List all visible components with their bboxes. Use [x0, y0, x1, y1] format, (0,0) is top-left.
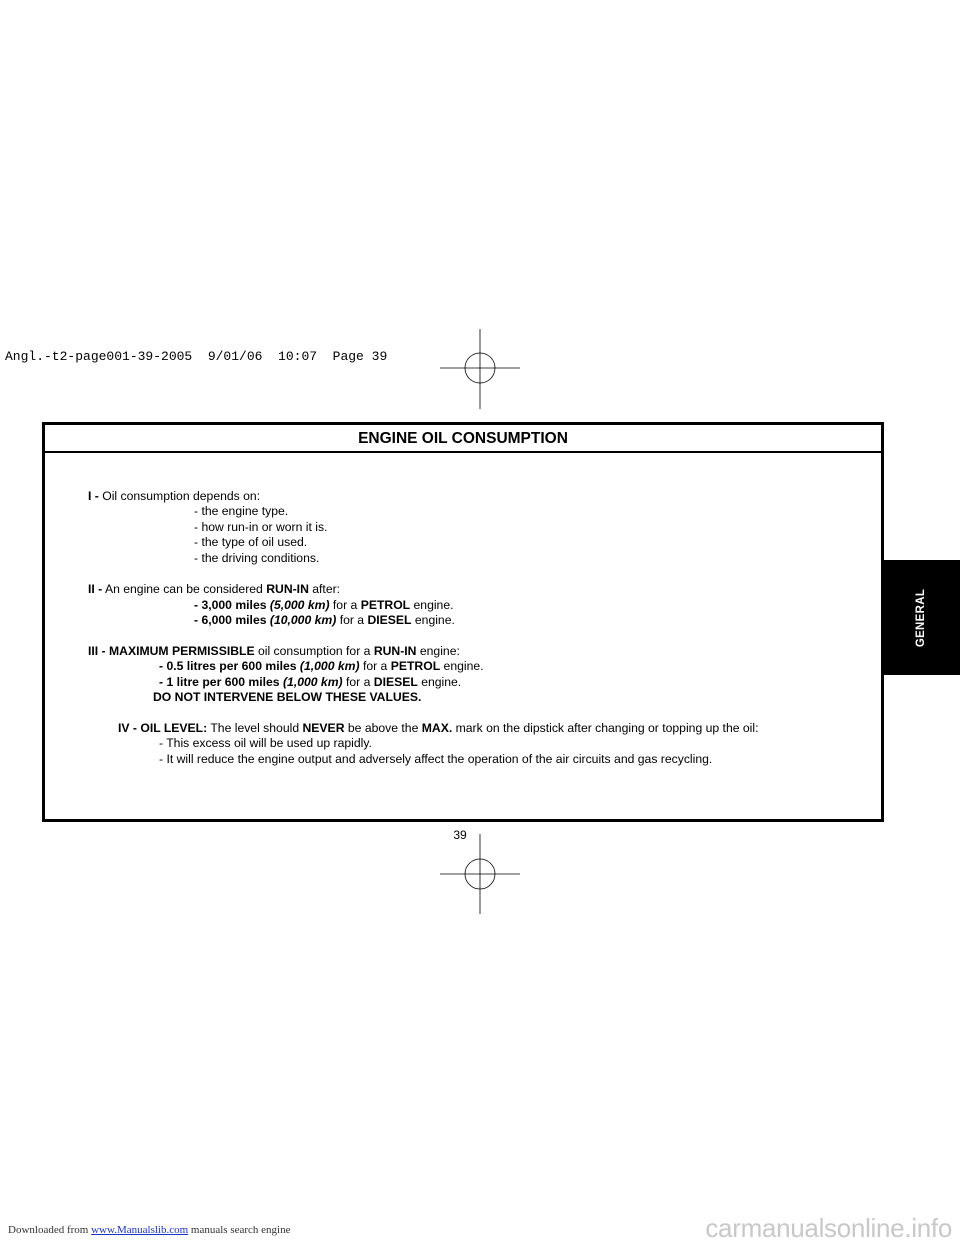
print-header: Angl.-t2-page001-39-2005 9/01/06 10:07 Page 39 — [5, 349, 388, 364]
list-item: - the engine type. — [194, 504, 289, 518]
registration-mark-top — [440, 329, 520, 409]
download-footer: Downloaded from www.Manualslib.com manuals search engine — [8, 1224, 291, 1236]
page-number: 39 — [453, 828, 467, 842]
section-title: ENGINE OIL CONSUMPTION — [45, 425, 881, 453]
warning-text: DO NOT INTERVENE BELOW THESE VALUES. — [153, 690, 422, 704]
item2-intro: II - An engine can be considered RUN-IN after: — [88, 582, 341, 596]
list-item: - the type of oil used. — [194, 535, 308, 549]
list-item: - It will reduce the engine output and adversely affect the operation of the air circuits and gas recycling. — [159, 752, 713, 766]
list-item: - 0.5 litres per 600 miles (1,000 km) for a PETROL engine. — [159, 659, 484, 673]
side-tab-label: GENERAL — [915, 588, 927, 647]
item4-intro: IV - OIL LEVEL: The level should NEVER be above the MAX. mark on the dipstick after changing or topping up the oil: — [118, 721, 759, 735]
item3-intro: III - MAXIMUM PERMISSIBLE oil consumption for a RUN-IN engine: — [88, 644, 460, 658]
watermark: carmanualsonline.info — [705, 1213, 952, 1243]
registration-mark-bottom — [440, 834, 520, 914]
list-item: - This excess oil will be used up rapidly. — [159, 736, 372, 750]
content-panel — [42, 422, 884, 822]
list-item: - 1 litre per 600 miles (1,000 km) for a DIESEL engine. — [159, 675, 462, 689]
side-tab-general — [882, 560, 960, 675]
list-item: - how run-in or worn it is. — [194, 520, 328, 534]
list-item: - the driving conditions. — [194, 551, 320, 565]
item1-intro: I - Oil consumption depends on: — [88, 489, 261, 503]
list-item: - 3,000 miles (5,000 km) for a PETROL engine. — [194, 598, 454, 612]
list-item: - 6,000 miles (10,000 km) for a DIESEL engine. — [194, 613, 455, 627]
manualslib-link[interactable]: www.Manualslib.com — [91, 1224, 189, 1236]
